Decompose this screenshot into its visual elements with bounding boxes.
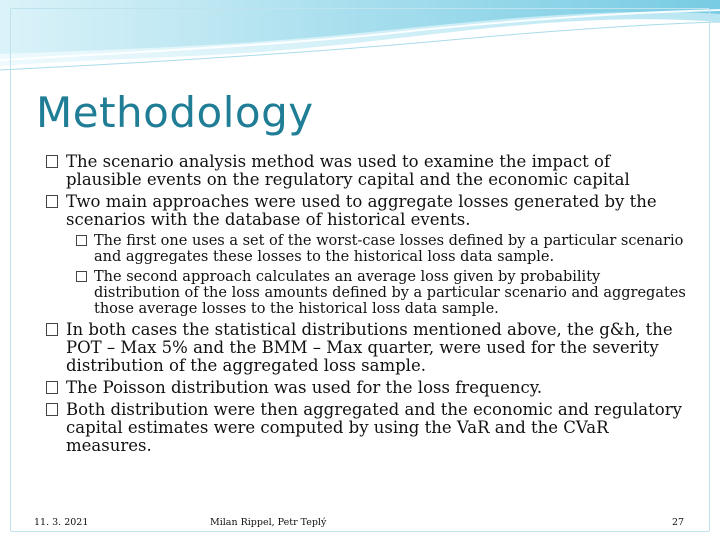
bullet-list [46, 153, 686, 459]
bullet-item [46, 193, 686, 229]
sub-bullet-item [76, 269, 686, 317]
checkbox-bullet-icon [46, 403, 58, 416]
bullet-text: The Poisson distribution was used for the loss frequency. [66, 378, 543, 397]
checkbox-bullet-icon [46, 155, 58, 168]
bullet-text: Two main approaches were used to aggregate losses generated by the scenarios with the database of historical events. [66, 192, 657, 229]
checkbox-bullet-icon [46, 323, 58, 336]
bullet-text: The scenario analysis method was used to examine the impact of plausible events on the regulatory capital and the economic capital [66, 152, 630, 189]
bullet-text: Both distribution were then aggregated and the economic and regulatory capital estimates were computed by using the VaR and the CVaR measures. [66, 400, 682, 455]
checkbox-bullet-icon [76, 271, 87, 282]
bullet-item [46, 321, 686, 375]
bullet-item [46, 379, 686, 397]
bullet-text: In both cases the statistical distributions mentioned above, the g&h, the POT – Max 5% and the BMM – Max quarter, were used for the severity distribution of the aggregated loss sample. [66, 320, 673, 375]
slide-title: Methodology [36, 88, 314, 137]
footer-page-number: 27 [672, 517, 685, 528]
footer-author: Milan Rippel, Petr Teplý [210, 517, 327, 528]
checkbox-bullet-icon [46, 195, 58, 208]
footer-date: 11. 3. 2021 [34, 517, 89, 528]
checkbox-bullet-icon [46, 381, 58, 394]
sub-bullet-text: The second approach calculates an average loss given by probability distribution of the loss amounts defined by a particular scenario and aggregates those average losses to the historical loss data sample. [94, 269, 686, 317]
bullet-item [46, 153, 686, 189]
checkbox-bullet-icon [76, 235, 87, 246]
sub-bullet-item [76, 233, 686, 265]
sub-bullet-text: The first one uses a set of the worst-case losses defined by a particular scenario and aggregates these losses to the historical loss data sample. [94, 233, 684, 265]
bullet-item [46, 401, 686, 455]
